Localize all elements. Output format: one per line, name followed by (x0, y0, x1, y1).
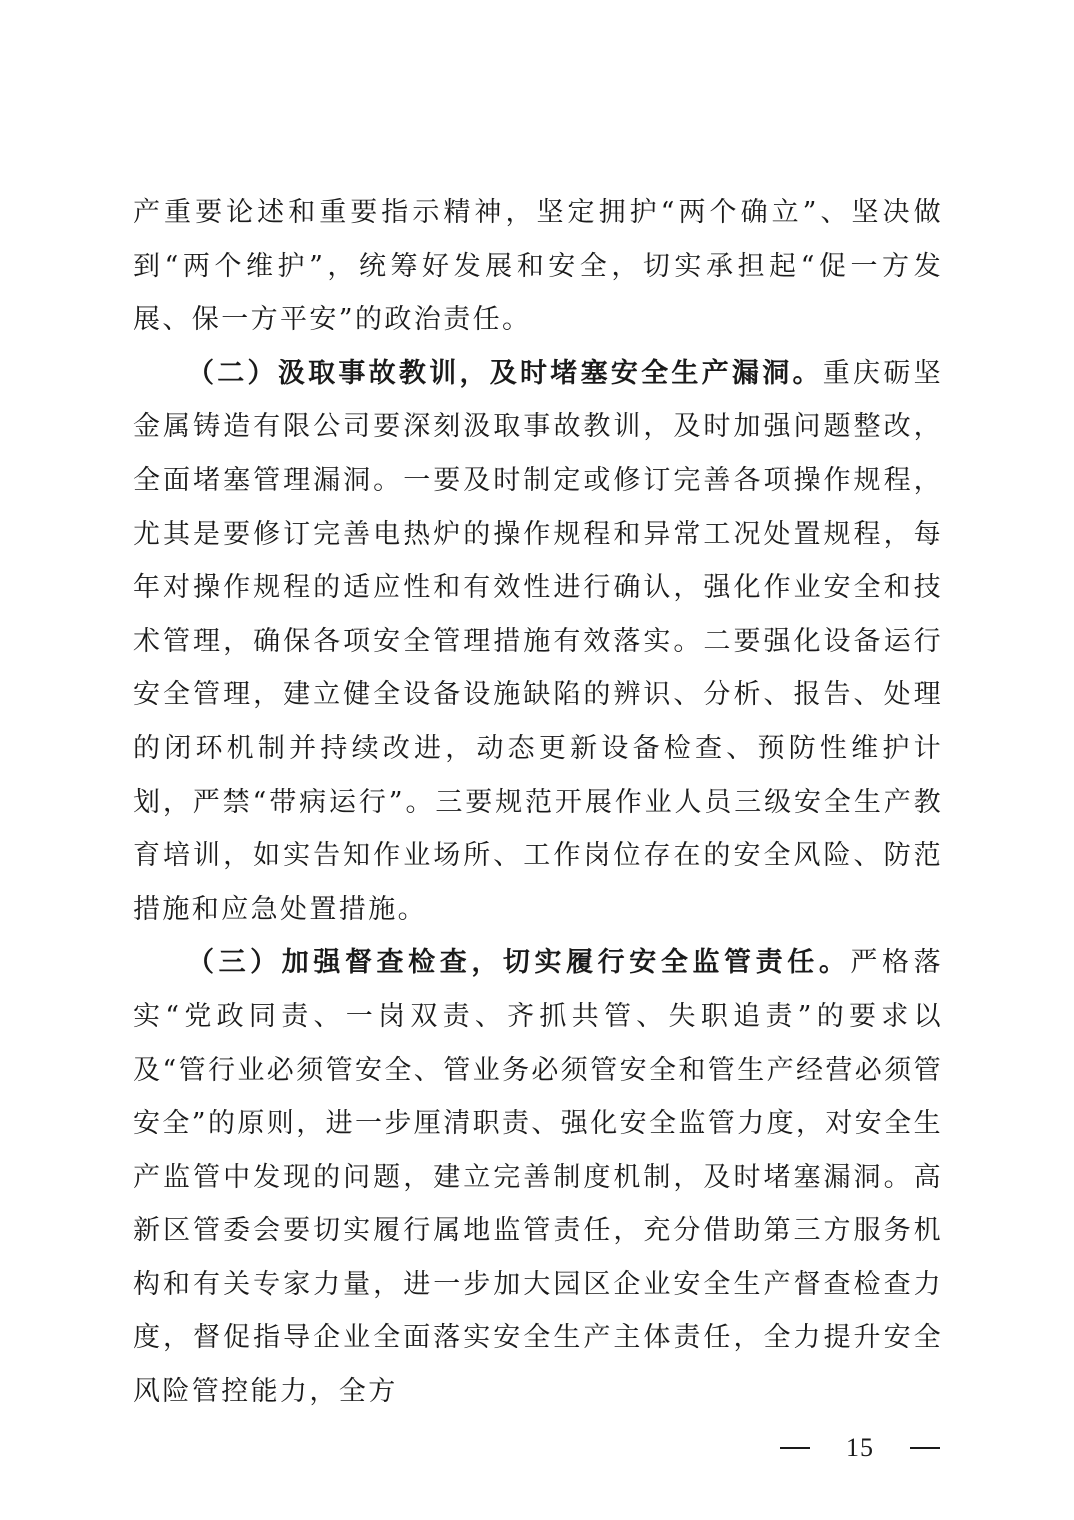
paragraph-text: 严格落实“党政同责、一岗双责、齐抓共管、失职追责”的要求以及“管行业必须管安全、管业务必须管安全和管生产经营必须管安全”的原则，进一步厘清职责、强化安全监管力度，对安全生产监管中发现的问题，建立完善制度机制，及时堵塞漏洞。高新区管委会要切实履行属地监管责任，充分借助第三方服务机构和有关专家力量，进一步加大园区企业安全生产督查检查力度，督促指导企业全面落实安全生产主体责任，全力提升安全风险管控能力，全方 (133, 947, 944, 1408)
section-heading-2: （二）汲取事故教训，及时堵塞安全生产漏洞。 (187, 357, 823, 389)
paragraph-text: 产重要论述和重要指示精神，坚定拥护“两个确立”、坚决做到“两个维护”，统筹好发展和安全，切实承担起“促一方发展、保一方平安”的政治责任。 (133, 197, 943, 336)
paragraph-section-2 (133, 347, 943, 937)
section-heading-3: （三）加强督查检查，切实履行安全监管责任。 (187, 947, 851, 979)
left-dash-decoration (780, 1447, 810, 1449)
page-footer (780, 1428, 940, 1468)
page-number: 15 (846, 1433, 874, 1462)
right-dash-decoration (910, 1447, 940, 1449)
document-body (133, 186, 943, 1419)
paragraph-continuation (133, 186, 943, 347)
paragraph-text: 重庆砺坚金属铸造有限公司要深刻汲取事故教训，及时加强问题整改，全面堵塞管理漏洞。一要及时制定或修订完善各项操作规程，尤其是要修订完善电热炉的操作规程和异常工况处置规程，每年对操作规程的适应性和有效性进行确认，强化作业安全和技术管理，确保各项安全管理措施有效落实。二要强化设备运行安全管理，建立健全设备设施缺陷的辨识、分析、报告、处理的闭环机制并持续改进，动态更新设备检查、预防性维护计划，严禁“带病运行”。三要规范开展作业人员三级安全生产教育培训，如实告知作业场所、工作岗位存在的安全风险、防范措施和应急处置措施。 (133, 357, 943, 925)
paragraph-section-3 (133, 936, 943, 1418)
